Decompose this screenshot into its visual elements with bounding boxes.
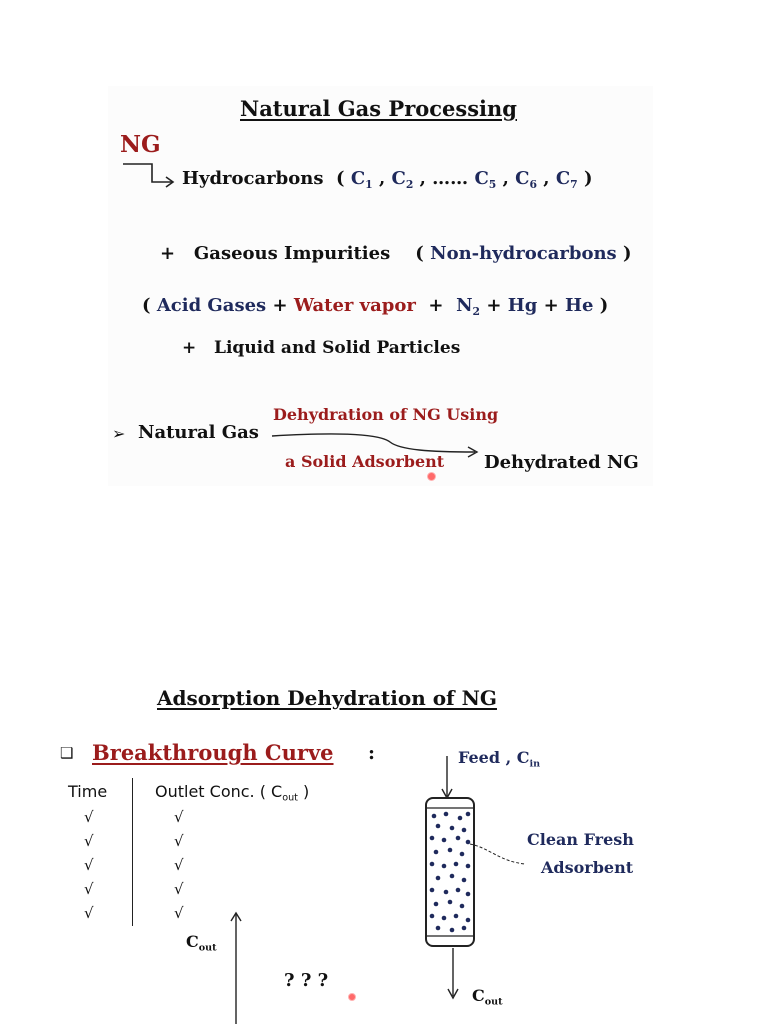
acid-gases-line: ( Acid Gases + Water vapor + $N_2 + Hg + He$ )	[142, 295, 609, 318]
process-source: Natural Gas	[138, 422, 259, 443]
adsorption-column-diagram	[400, 752, 540, 1006]
subtitle-colon: :	[368, 742, 376, 764]
table-divider	[132, 778, 133, 926]
slide2-title: Adsorption Dehydration of NG	[157, 686, 497, 710]
breakthrough-curve-subtitle: Breakthrough Curve	[92, 740, 334, 765]
graph-y-axis	[228, 910, 244, 1024]
adsorbent-label-line2: Adsorbent	[541, 858, 634, 877]
ng-branch-arrow	[118, 160, 178, 190]
pointer-dot	[348, 993, 356, 1001]
graph-y-label: $C_{out}$	[186, 932, 217, 954]
process-product: Dehydrated NG	[484, 452, 639, 473]
adsorbent-label-line1: Clean Fresh	[527, 830, 634, 849]
impurities-line: + Gaseous Impurities ( Non-hydrocarbons )	[160, 243, 632, 264]
subtitle-bullet: ❑	[60, 744, 74, 762]
hydrocarbons-line: Hydrocarbons ( $C_1$ , $C_2$ , …… $C_5$ , $C_6$ , $C_7$ )	[182, 168, 593, 191]
slide1-title: Natural Gas Processing	[240, 96, 517, 121]
feed-label: Feed , $C_{in}$	[458, 748, 541, 770]
ng-label: NG	[120, 131, 161, 158]
process-above-arrow: Dehydration of NG Using	[273, 405, 499, 424]
table-header-outlet-conc: Outlet Conc. ( $C_{out}$ )	[155, 782, 310, 804]
slide-adsorption-dehydration	[50, 676, 718, 1024]
process-below-arrow: a Solid Adsorbent	[285, 452, 445, 471]
liquid-solid-line: + Liquid and Solid Particles	[182, 338, 461, 358]
table-header-time: Time	[68, 782, 108, 801]
hydrocarbons-label: Hydrocarbons	[182, 168, 324, 189]
process-bullet: ➢	[112, 424, 126, 443]
pointer-dot	[427, 472, 436, 481]
outlet-label: $C_{out}$	[472, 986, 503, 1008]
graph-unknown: ? ? ?	[284, 970, 329, 991]
